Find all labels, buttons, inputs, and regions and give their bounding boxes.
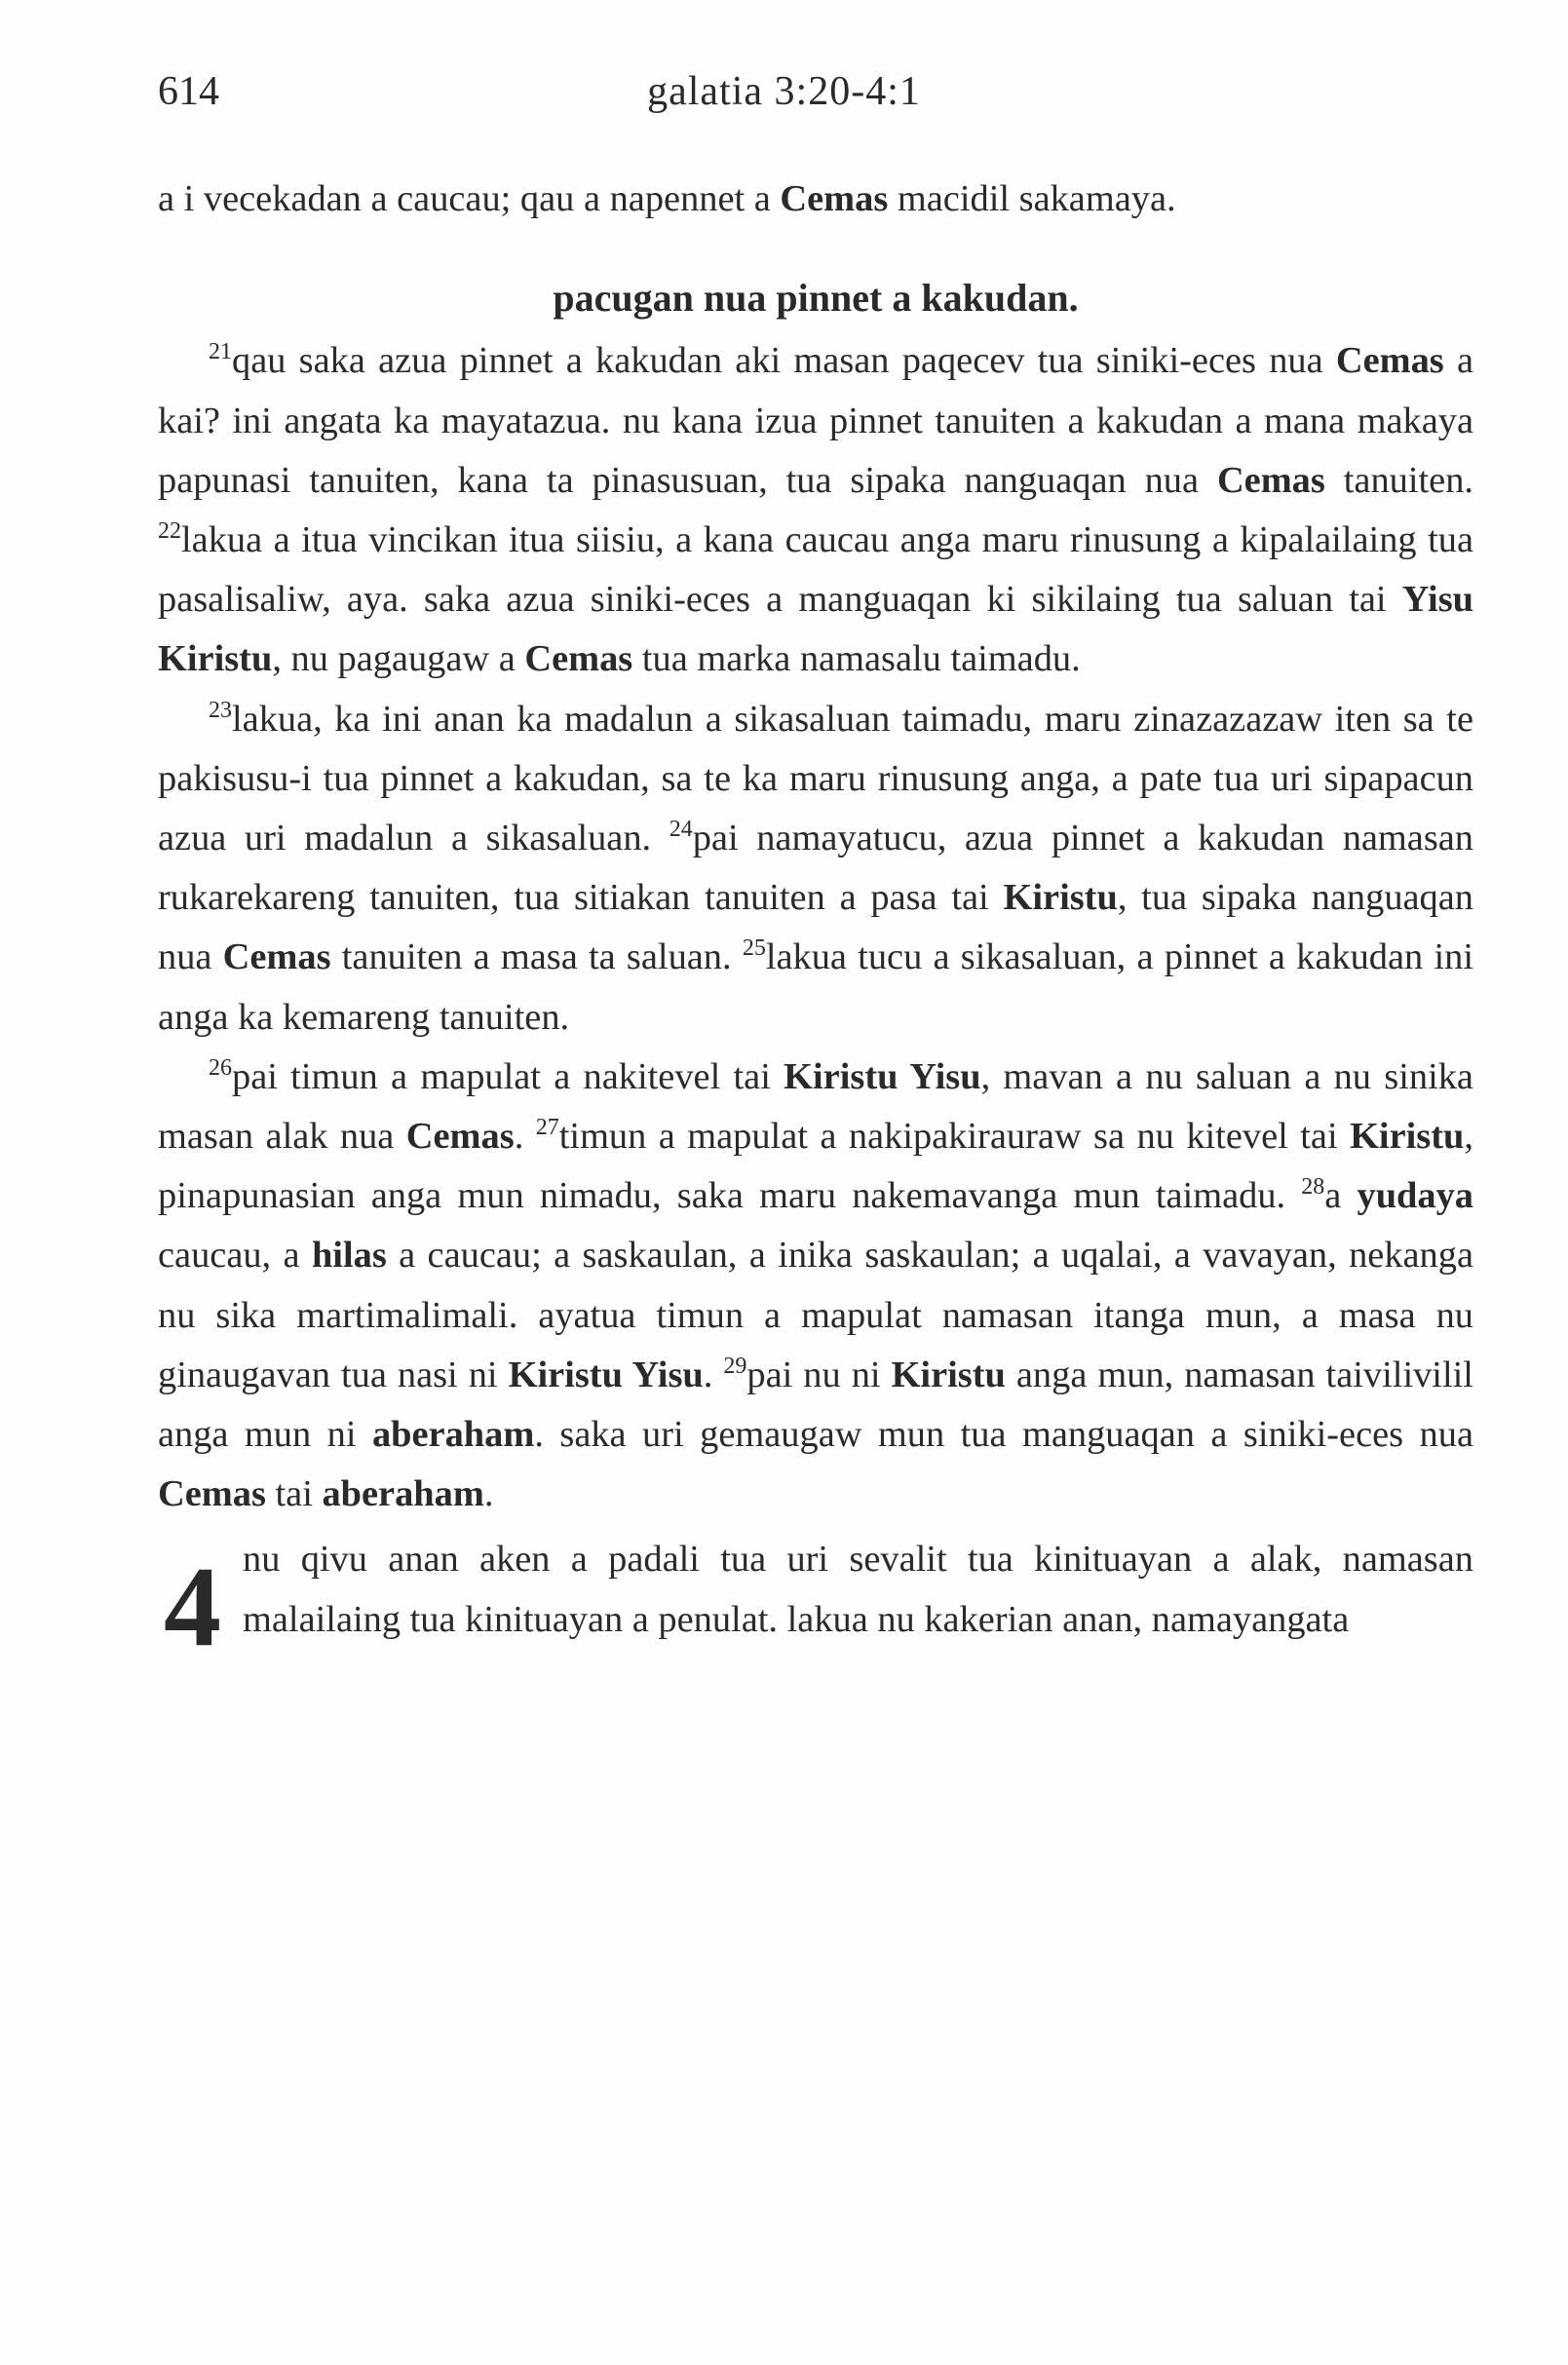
bold-name: Kiristu Yisu [784, 1055, 981, 1097]
text-run: lakua a itua vincikan itua siisiu, a kana caucau anga maru rinusung a kipalailaing tua pasalisaliw, aya. saka azua siniki-eces a manguaqan ki sikilaing tua saluan tai [158, 519, 1473, 621]
text-run: . [703, 1354, 724, 1395]
bold-name: Kiristu [1350, 1116, 1465, 1158]
text-run: anga mun, namasan taivilivilil anga mun ni [158, 1354, 1473, 1456]
verse-number: 24 [669, 817, 693, 843]
bold-name: Cemas [524, 638, 633, 680]
text-run: , mavan a nu saluan a nu sinika masan alak nua [158, 1055, 1473, 1158]
chapter-4-opening [158, 1530, 1473, 1671]
paragraph-verse-23 [158, 690, 1473, 1048]
text-run: . saka uri gemaugaw mun tua manguaqan a siniki-eces nua [534, 1414, 1473, 1456]
text-run: timun a mapulat a nakipakirauraw sa nu kitevel tai [558, 1116, 1351, 1158]
text-run: . [483, 1473, 494, 1515]
bold-name: Cemas [780, 178, 889, 219]
text-run: pai namayatucu, azua pinnet a kakudan namasan rukarekareng tanuiten, tua sitiakan tanuiten a pasa tai [158, 818, 1473, 919]
verse-number: 25 [742, 935, 766, 962]
chapter-number: 4 [164, 1543, 221, 1671]
text-run: , pinapunasian anga mun nimadu, saka maru nakemavanga mun taimadu. [158, 1116, 1473, 1217]
paragraph-verse-26 [158, 1048, 1473, 1525]
text-run: pai nu ni [746, 1354, 892, 1395]
verse-number: 23 [209, 697, 232, 723]
bold-name: yudaya [1357, 1175, 1473, 1217]
bold-name: Cemas [405, 1116, 515, 1158]
paragraph-continuation [158, 170, 1473, 229]
bold-name: Kiristu [891, 1354, 1006, 1395]
bold-name: Cemas [1216, 459, 1325, 501]
text-run: a i vecekadan a caucau; qau a napennet a [158, 178, 781, 219]
verse-number: 29 [723, 1353, 747, 1379]
bold-name: Cemas [1335, 340, 1444, 382]
text-run: tua marka namasalu taimadu. [632, 638, 1081, 680]
verse-number: 21 [209, 339, 232, 365]
text-run: pai timun a mapulat a nakitevel tai [232, 1055, 784, 1097]
text-run: tanuiten. [1324, 459, 1473, 501]
bold-name: aberaham [322, 1473, 484, 1515]
verse-number: 22 [158, 518, 181, 545]
text-run: qau saka azua pinnet a kakudan aki masan paqecev tua siniki-eces nua [232, 340, 1336, 382]
text-run: a caucau; a saskaulan, a inika saskaulan; a uqalai, a vavayan, nekanga nu sika martimalimali. ayatua timun a mapulat namasan itanga mun, a masa nu ginaugavan tua nasi ni [158, 1235, 1473, 1395]
section-heading: pacugan nua pinnet a kakudan. [553, 276, 1079, 321]
text-run: tanuiten a masa ta saluan. [330, 936, 743, 978]
text-run: tai [265, 1473, 323, 1515]
page-number: 614 [158, 69, 219, 114]
bold-name: aberaham [371, 1414, 535, 1456]
verse-number: 28 [1301, 1174, 1325, 1201]
text-run: . [514, 1116, 536, 1158]
running-head [158, 68, 1410, 127]
bold-name: Kiristu [1003, 877, 1118, 919]
bold-name: Cemas [222, 936, 331, 978]
body-text [158, 170, 1473, 1671]
verse-number: 26 [209, 1054, 232, 1081]
text-run: , nu pagaugaw a [272, 638, 525, 680]
text-run: caucau, a [158, 1235, 312, 1277]
text-run: a kai? ini angata ka mayatazua. nu kana izua pinnet tanuiten a kakudan a mana makaya papunasi tanuiten, kana ta pinasusuan, tua sipaka nanguaqan nua [158, 340, 1473, 501]
book-reference: galatia 3:20-4:1 [647, 69, 921, 114]
text-run: lakua tucu a sikasaluan, a pinnet a kakudan ini anga ka kemareng tanuiten. [158, 936, 1473, 1038]
text-run: a [1324, 1175, 1358, 1217]
text-run: nu qivu anan aken a padali tua uri sevalit tua kinituayan a alak, namasan malailaing tua kinituayan a penulat. lakua nu kakerian anan, namayangata [243, 1539, 1473, 1640]
bold-name: hilas [311, 1235, 387, 1277]
paragraph-verse-21 [158, 331, 1473, 689]
text-run: , tua sipaka nanguaqan nua [158, 877, 1473, 978]
bold-name: Kiristu Yisu [508, 1354, 704, 1395]
text-run: lakua, ka ini anan ka madalun a sikasaluan taimadu, maru zinazazazaw iten sa te pakisusu-i tua pinnet a kakudan, sa te ka maru rinusung anga, a pate tua uri sipapacun azua uri madalun a sikasaluan. [158, 698, 1473, 859]
verse-number: 27 [535, 1115, 559, 1141]
text-run: macidil sakamaya. [888, 178, 1176, 219]
bold-name: Yisu Kiristu [158, 579, 1473, 680]
bold-name: Cemas [158, 1473, 266, 1515]
